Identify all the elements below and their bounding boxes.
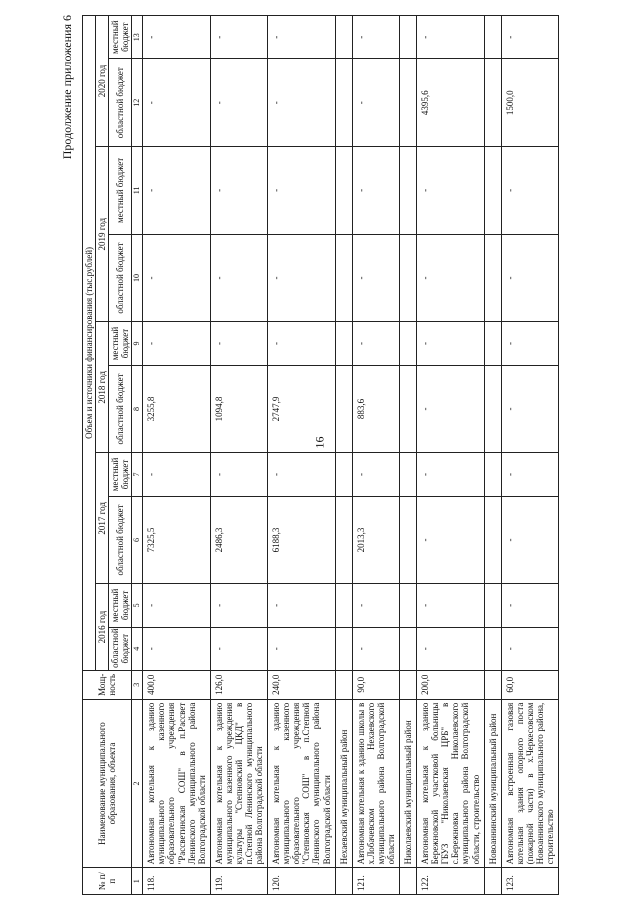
object-name: Автономная котельная к зданию школы в х.Лобачевском Нехаевского муниципального района Волгоградской области [352, 699, 399, 868]
value-cell: - [352, 147, 399, 235]
value-cell: 4395,6 [417, 59, 484, 147]
value-cell: - [417, 496, 484, 584]
header-year-2017: 2017 год [96, 453, 109, 584]
value-cell: 7325,5 [143, 496, 210, 584]
header-local: местный бюджет [109, 16, 132, 59]
value-cell: - [210, 322, 267, 365]
value-cell: - [352, 234, 399, 322]
value-cell: - [501, 584, 558, 627]
header-year-2020: 2020 год [96, 16, 109, 147]
value-cell: - [501, 16, 558, 59]
value-cell: - [268, 453, 335, 496]
value-cell: - [268, 627, 335, 670]
value-cell: - [352, 16, 399, 59]
row-number: 122. [417, 868, 484, 895]
empty-cell [484, 670, 501, 699]
value-cell: - [417, 322, 484, 365]
row-number: 123. [501, 868, 558, 895]
value-cell: - [352, 322, 399, 365]
power-value: 240,0 [268, 670, 335, 699]
appendix-caption: Продолжение приложения 6 [60, 15, 74, 160]
value-cell: 3255,8 [143, 365, 210, 453]
value-cell: - [501, 453, 558, 496]
value-cell: - [352, 453, 399, 496]
header-regional: областной бюджет [109, 59, 132, 147]
value-cell: - [143, 147, 210, 235]
header-local: местный бюджет [109, 453, 132, 496]
value-cell: - [352, 584, 399, 627]
column-number: 13 [132, 16, 143, 59]
value-cell: 2486,3 [210, 496, 267, 584]
value-cell: - [417, 365, 484, 453]
object-name: Автономная котельная к зданию Бережновской участковой больницы ГБУЗ "Николаевская ЦРБ" в с.Бережновка Николаевского муниципального района Волгоградской области, строительство [417, 699, 484, 868]
empty-cell [400, 868, 417, 895]
value-cell: - [501, 627, 558, 670]
value-cell: 1094,8 [210, 365, 267, 453]
value-cell: - [143, 627, 210, 670]
header-financing: Объем и источники финансирования (тыс.рублей) [83, 16, 96, 671]
header-no: № п/п [83, 868, 132, 895]
section-title: Новоаннинский муниципальный район [484, 699, 501, 868]
value-cell: - [501, 234, 558, 322]
header-name: Наименование муниципального образования, объекта [83, 699, 132, 868]
column-number: 10 [132, 234, 143, 322]
header-local: местный бюджет [109, 584, 132, 627]
value-cell: - [352, 59, 399, 147]
value-cell: 2013,3 [352, 496, 399, 584]
value-cell: - [501, 147, 558, 235]
value-cell: - [143, 16, 210, 59]
table-row [501, 16, 558, 895]
value-cell: - [210, 59, 267, 147]
header-local: местный бюджет [109, 322, 132, 365]
power-value: 400,0 [143, 670, 210, 699]
table-row [143, 16, 210, 895]
header-regional: областной бюджет [109, 365, 132, 453]
header-power: Мощ-ность [83, 670, 132, 699]
section-title: Николаевский муниципальный район [400, 699, 417, 868]
header-regional: областной бюджет [109, 627, 132, 670]
header-year-2016: 2016 год [96, 584, 109, 671]
value-cell: - [501, 365, 558, 453]
rotated-page-content [60, 15, 630, 895]
page-number: 16 [312, 436, 327, 449]
column-number: 9 [132, 322, 143, 365]
value-cell: - [417, 627, 484, 670]
value-cell: - [352, 627, 399, 670]
power-value: 90,0 [352, 670, 399, 699]
column-number: 2 [132, 699, 143, 868]
power-value: 200,0 [417, 670, 484, 699]
column-number: 12 [132, 59, 143, 147]
value-cell: - [268, 59, 335, 147]
power-value: 60,0 [501, 670, 558, 699]
value-cell: - [143, 234, 210, 322]
column-number: 3 [132, 670, 143, 699]
header-year-2019: 2019 год [96, 147, 109, 322]
value-cell: - [268, 234, 335, 322]
row-number: 118. [143, 868, 210, 895]
header-local: местный бюджет [109, 147, 132, 235]
table-row [210, 16, 267, 895]
value-cell: - [268, 147, 335, 235]
empty-cell [335, 670, 352, 699]
value-cell: - [210, 16, 267, 59]
table-row [268, 16, 335, 895]
table-row [352, 16, 399, 895]
object-name: Автономная котельная к зданию муниципального казенного учреждения культуры "Степновский ЦКД" в п.Степной Ленинского муниципального района Волгоградской области [210, 699, 267, 868]
value-cell: - [143, 584, 210, 627]
value-cell: - [417, 453, 484, 496]
column-number: 4 [132, 627, 143, 670]
column-number: 7 [132, 453, 143, 496]
table-row [417, 16, 484, 895]
value-cell: - [501, 322, 558, 365]
value-cell: - [210, 627, 267, 670]
value-cell: 2747,9 [268, 365, 335, 453]
column-number: 11 [132, 147, 143, 235]
empty-cell [400, 670, 417, 699]
value-cell: - [143, 453, 210, 496]
column-number-row [132, 16, 143, 895]
value-cell: - [417, 147, 484, 235]
power-value: 126,0 [210, 670, 267, 699]
financing-table [82, 15, 559, 895]
object-name: Автономная встроенная газовая котельная здания опорного поста (пожарной части) в х.Черкесовском Новоаннинского муниципального района, строительство [501, 699, 558, 868]
empty-cell [335, 868, 352, 895]
column-number: 5 [132, 584, 143, 627]
value-cell: - [501, 496, 558, 584]
column-number: 8 [132, 365, 143, 453]
value-cell: - [210, 234, 267, 322]
column-number: 6 [132, 496, 143, 584]
header-regional: областной бюджет [109, 496, 132, 584]
value-cell: - [417, 234, 484, 322]
value-cell: 883,6 [352, 365, 399, 453]
column-number: 1 [132, 868, 143, 895]
row-number: 119. [210, 868, 267, 895]
section-title: Нехаевский муниципальный район [335, 699, 352, 868]
value-cell: - [210, 147, 267, 235]
empty-cell [484, 868, 501, 895]
object-name: Автономная котельная к зданию муниципального казенного образовательного учреждения "Рассветинская СОШ" в п.Рассвет Ленинского муниципального района Волгоградской области [143, 699, 210, 868]
section-row [335, 16, 352, 895]
value-cell: 1500,0 [501, 59, 558, 147]
value-cell: 6188,3 [268, 496, 335, 584]
object-name: Автономная котельная к зданию муниципального казенного образовательного учреждения "Степновская СОШ" в п.Степной Ленинского муниципального района Волгоградской области [268, 699, 335, 868]
value-cell: - [417, 584, 484, 627]
value-cell: - [143, 322, 210, 365]
header-regional: областной бюджет [109, 234, 132, 322]
value-cell: - [268, 16, 335, 59]
header-year-2018: 2018 год [96, 322, 109, 453]
value-cell: - [268, 584, 335, 627]
value-cell: - [268, 322, 335, 365]
section-row [400, 16, 417, 895]
row-number: 120. [268, 868, 335, 895]
value-cell: - [210, 584, 267, 627]
value-cell: - [210, 453, 267, 496]
section-row [484, 16, 501, 895]
row-number: 121. [352, 868, 399, 895]
value-cell: - [143, 59, 210, 147]
value-cell: - [417, 16, 484, 59]
